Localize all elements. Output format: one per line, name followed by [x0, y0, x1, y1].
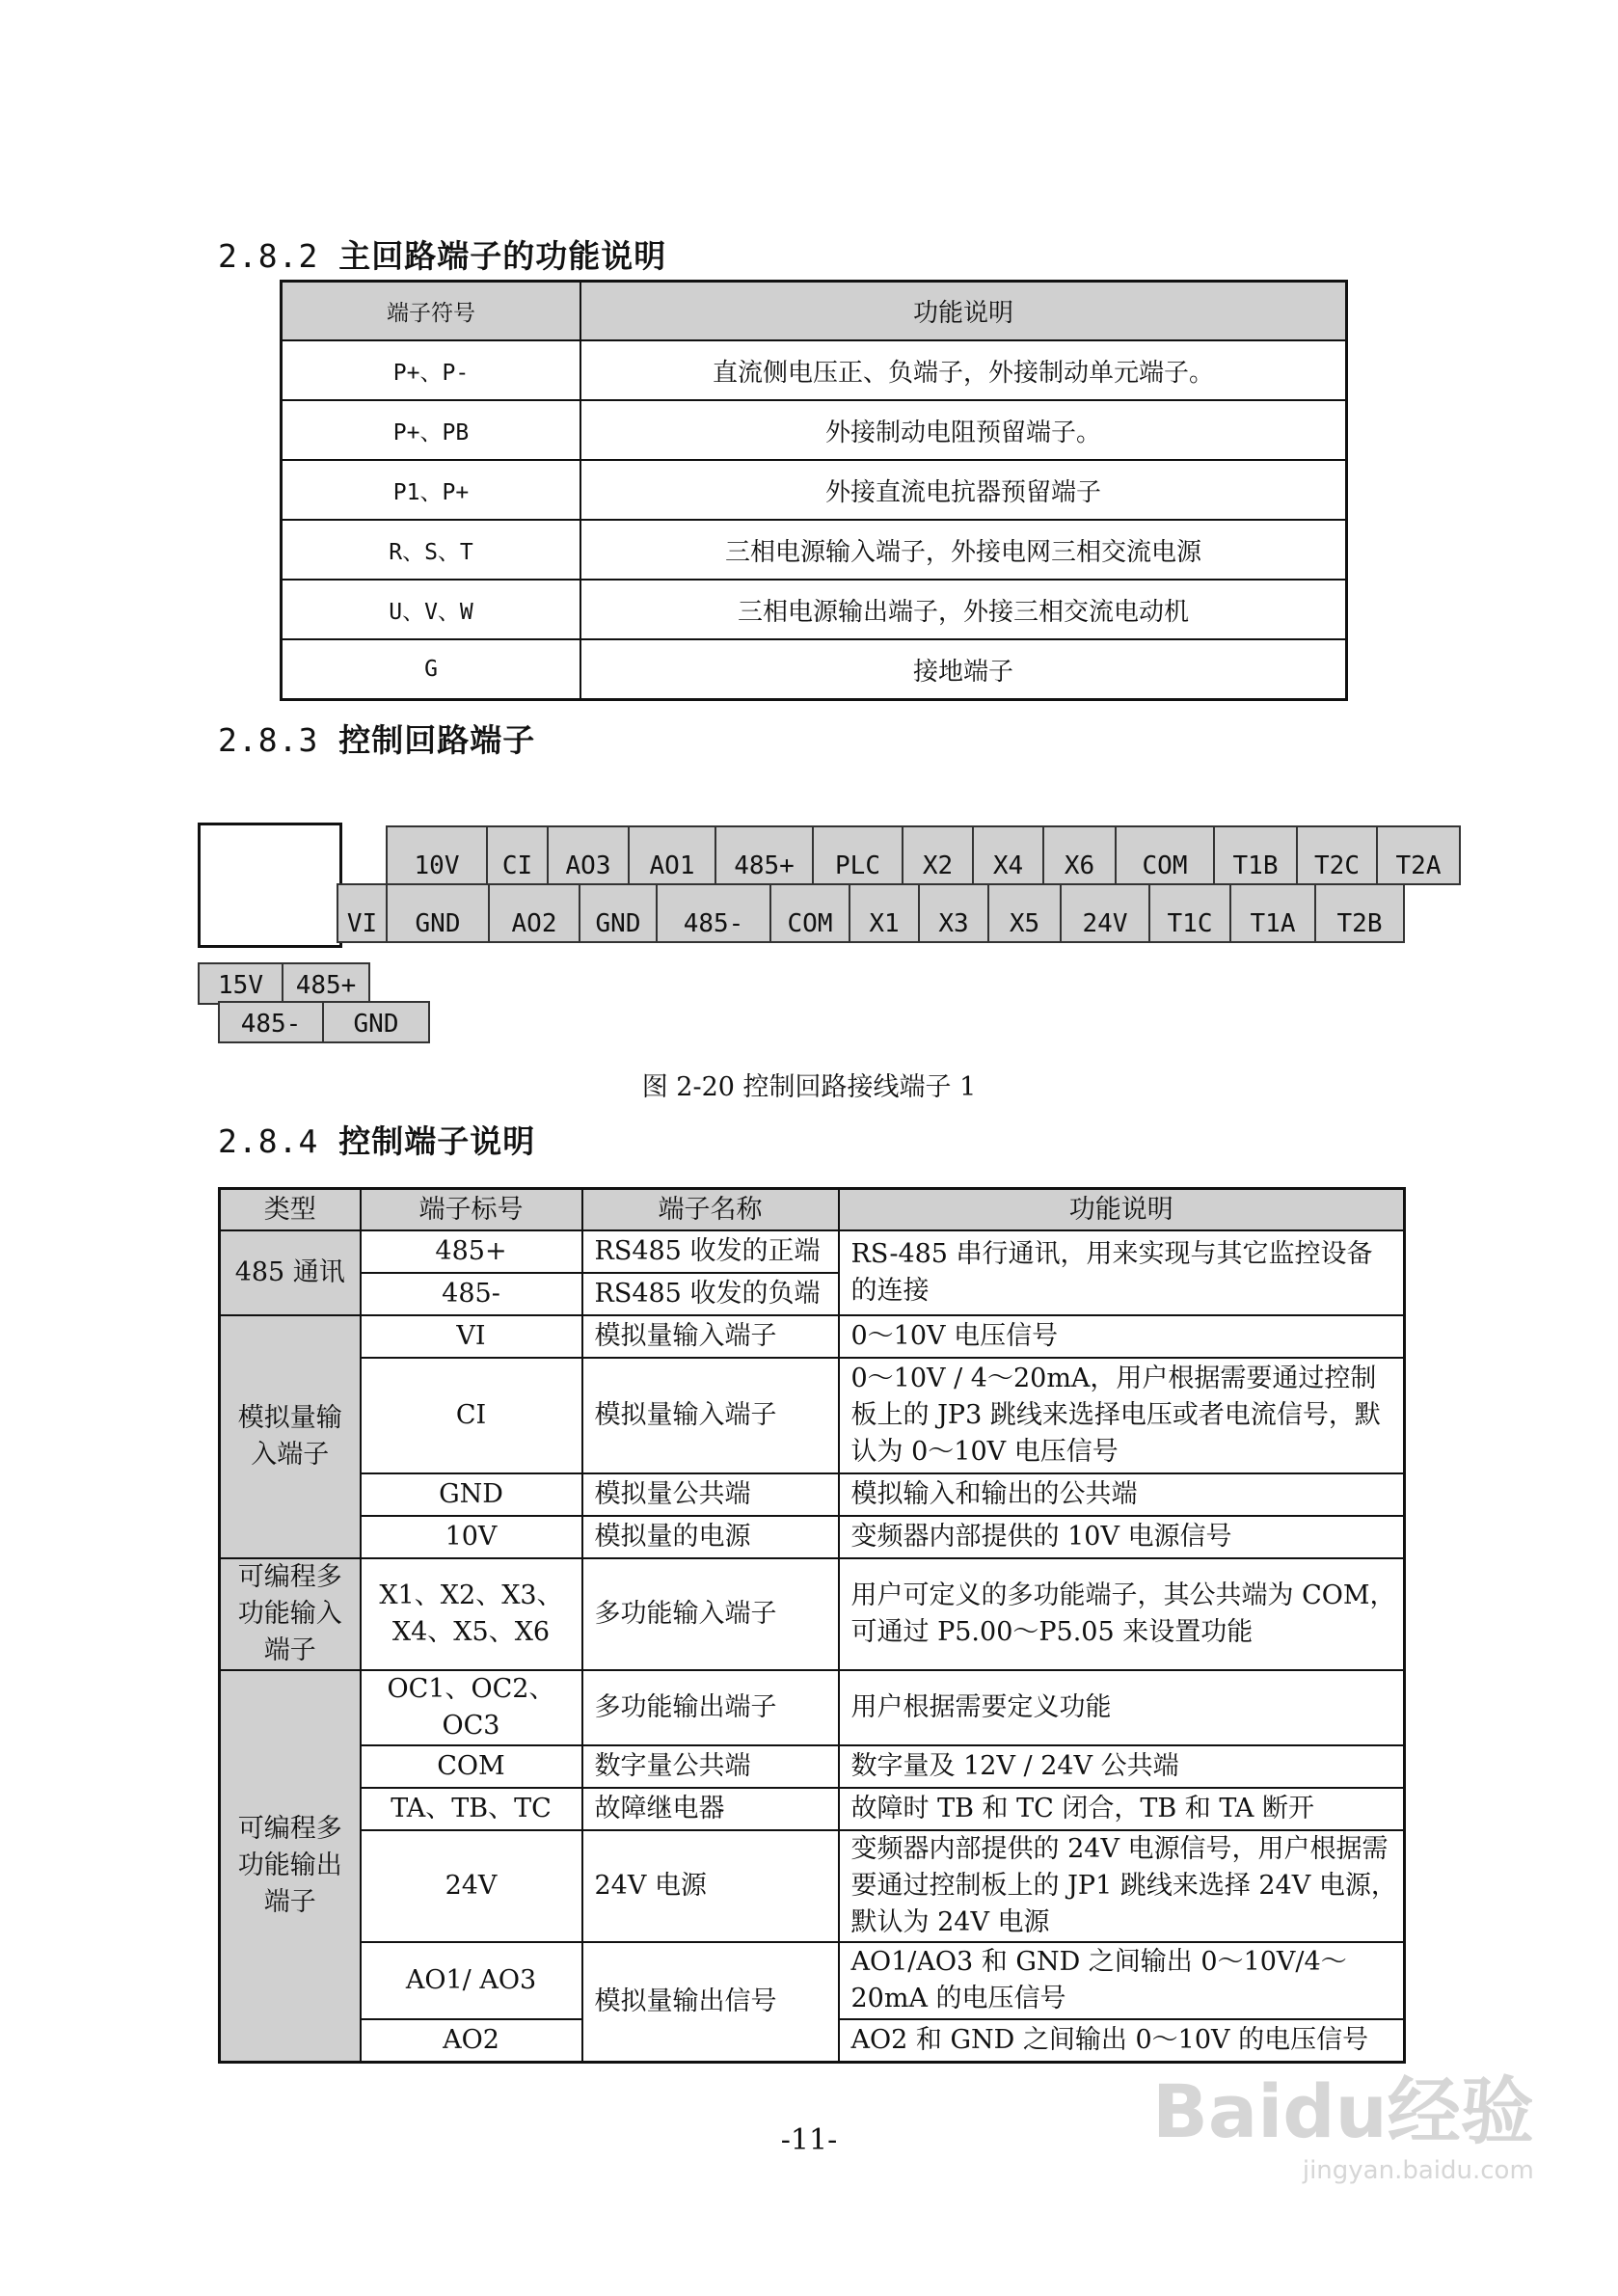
- terminal-id: VI: [361, 1315, 582, 1358]
- terminal-t2c-label: T2C: [1296, 825, 1378, 885]
- terminal-id: 485+: [361, 1230, 582, 1273]
- terminal-symbol: G: [282, 639, 581, 700]
- terminal-function: 三相电源输出端子，外接三相交流电动机: [580, 580, 1347, 639]
- table-row: [220, 1230, 1405, 1273]
- terminal-function: AO1/AO3 和 GND 之间输出 0～10V/4～20mA 的电压信号: [839, 1942, 1405, 2019]
- table-header-row: [220, 1189, 1405, 1231]
- terminal-t2b-label: T2B: [1314, 883, 1405, 943]
- terminal-ao2-label: AO2: [488, 883, 580, 943]
- section-heading-282: [218, 231, 666, 277]
- terminal-name: RS485 收发的负端: [582, 1273, 839, 1315]
- terminal-name: 模拟量公共端: [582, 1473, 839, 1516]
- table-row: [220, 1788, 1405, 1830]
- terminal-id: CI: [361, 1358, 582, 1473]
- terminal-function: 外接直流电抗器预留端子: [580, 460, 1347, 520]
- header-terminal-name: 端子名称: [582, 1189, 839, 1231]
- table-row: [220, 1670, 1405, 1745]
- table-row: [282, 400, 1347, 460]
- table-row: [220, 1942, 1405, 2019]
- terminal-gnd-label: GND: [386, 883, 490, 943]
- terminal-485-label: 485-: [656, 883, 771, 943]
- type-programmable-output: 可编程多功能输出端子: [220, 1670, 361, 2063]
- header-terminal-id: 端子标号: [361, 1189, 582, 1231]
- type-programmable-input: 可编程多功能输入端子: [220, 1558, 361, 1670]
- table-row: [220, 1830, 1405, 1942]
- terminal-485-label: 485+: [282, 962, 370, 1005]
- terminal-485-label: 485+: [715, 825, 814, 885]
- table-row: [282, 520, 1347, 580]
- terminal-function: 用户根据需要定义功能: [839, 1670, 1405, 1745]
- terminal-485-label: 485-: [218, 1001, 324, 1043]
- terminal-x4-label: X4: [972, 825, 1044, 885]
- terminal-function: RS-485 串行通讯，用来实现与其它监控设备的连接: [839, 1230, 1405, 1315]
- table-row: [220, 1473, 1405, 1516]
- terminal-gnd-label: GND: [579, 883, 658, 943]
- section-title: 控制回路端子: [338, 721, 536, 759]
- terminal-vi-label: VI: [337, 883, 388, 943]
- terminal-ao3-label: AO3: [547, 825, 630, 885]
- section-heading-283: [218, 716, 535, 761]
- terminal-x1-label: X1: [849, 883, 920, 943]
- section-title: 控制端子说明: [338, 1122, 536, 1160]
- terminal-function: AO2 和 GND 之间输出 0～10V 的电压信号: [839, 2019, 1405, 2063]
- terminal-symbol: P1、P+: [282, 460, 581, 520]
- terminal-symbol: P+、PB: [282, 400, 581, 460]
- terminal-gnd-label: GND: [322, 1001, 430, 1043]
- terminal-id: AO1/ AO3: [361, 1942, 582, 2019]
- table-row: [220, 1315, 1405, 1358]
- terminal-t2a-label: T2A: [1376, 825, 1461, 885]
- section-number: 2.8.2: [218, 237, 319, 275]
- terminal-id: AO2: [361, 2019, 582, 2063]
- terminal-block-outline: [198, 823, 342, 948]
- header-function: 功能说明: [580, 282, 1347, 341]
- terminal-t1a-label: T1A: [1229, 883, 1316, 943]
- terminal-name: 模拟量输出信号: [582, 1942, 839, 2063]
- figure-caption: 图 2-20 控制回路接线端子 1: [641, 1072, 977, 1102]
- table-row: [220, 1358, 1405, 1473]
- terminal-id: GND: [361, 1473, 582, 1516]
- section-number: 2.8.3: [218, 721, 319, 759]
- terminal-id: X1、X2、X3、X4、X5、X6: [361, 1558, 582, 1670]
- terminal-t1b-label: T1B: [1213, 825, 1298, 885]
- watermark-url: jingyan.baidu.com: [1302, 2156, 1534, 2185]
- terminal-id: OC1、OC2、OC3: [361, 1670, 582, 1745]
- type-analog-input: 模拟量输入端子: [220, 1315, 361, 1558]
- terminal-symbol: U、V、W: [282, 580, 581, 639]
- terminal-name: RS485 收发的正端: [582, 1230, 839, 1273]
- terminal-function: 0～10V / 4～20mA，用户根据需要通过控制板上的 JP3 跳线来选择电压或者电流信号，默认为 0～10V 电压信号: [839, 1358, 1405, 1473]
- header-function: 功能说明: [839, 1189, 1405, 1231]
- terminal-id: 485-: [361, 1273, 582, 1315]
- terminal-10v-label: 10V: [386, 825, 488, 885]
- terminal-com-label: COM: [769, 883, 850, 943]
- terminal-function: 故障时 TB 和 TC 闭合，TB 和 TA 断开: [839, 1788, 1405, 1830]
- terminal-id: COM: [361, 1745, 582, 1788]
- terminal-function: 模拟输入和输出的公共端: [839, 1473, 1405, 1516]
- terminal-symbol: P+、P-: [282, 340, 581, 400]
- control-terminal-table: [218, 1187, 1406, 2064]
- terminal-ao1-label: AO1: [628, 825, 716, 885]
- section-title: 主回路端子的功能说明: [338, 237, 667, 275]
- terminal-function: 数字量及 12V / 24V 公共端: [839, 1745, 1405, 1788]
- section-heading-284: [218, 1117, 535, 1162]
- terminal-name: 模拟量的电源: [582, 1516, 839, 1558]
- terminal-t1c-label: T1C: [1148, 883, 1231, 943]
- terminal-ci-label: CI: [486, 825, 549, 885]
- terminal-x3-label: X3: [918, 883, 989, 943]
- table-row: [220, 1516, 1405, 1558]
- terminal-function: 变频器内部提供的 10V 电源信号: [839, 1516, 1405, 1558]
- watermark-logo: Baidu经验: [1152, 2068, 1534, 2154]
- terminal-symbol: R、S、T: [282, 520, 581, 580]
- table-row: [282, 340, 1347, 400]
- terminal-com-label: COM: [1115, 825, 1215, 885]
- baidu-watermark: [1152, 2068, 1534, 2185]
- terminal-name: 24V 电源: [582, 1830, 839, 1942]
- terminal-name: 模拟量输入端子: [582, 1358, 839, 1473]
- terminal-name: 数字量公共端: [582, 1745, 839, 1788]
- header-terminal-symbol: 端子符号: [282, 282, 581, 341]
- terminal-name: 多功能输出端子: [582, 1670, 839, 1745]
- table-row: [282, 460, 1347, 520]
- terminal-function: 直流侧电压正、负端子，外接制动单元端子。: [580, 340, 1347, 400]
- terminal-x5-label: X5: [987, 883, 1062, 943]
- table-row: [220, 1558, 1405, 1670]
- table-row: [282, 580, 1347, 639]
- type-485-comm: 485 通讯: [220, 1230, 361, 1315]
- terminal-function: 三相电源输入端子，外接电网三相交流电源: [580, 520, 1347, 580]
- terminal-x2-label: X2: [902, 825, 974, 885]
- page-number: -11-: [780, 2123, 838, 2157]
- terminal-function: 外接制动电阻预留端子。: [580, 400, 1347, 460]
- terminal-15v-label: 15V: [198, 962, 283, 1005]
- terminal-name: 模拟量输入端子: [582, 1315, 839, 1358]
- terminal-function: 变频器内部提供的 24V 电源信号，用户根据需要通过控制板上的 JP1 跳线来选择 24V 电源，默认为 24V 电源: [839, 1830, 1405, 1942]
- table-header-row: [282, 282, 1347, 341]
- terminal-function: 0～10V 电压信号: [839, 1315, 1405, 1358]
- terminal-24v-label: 24V: [1060, 883, 1150, 943]
- terminal-id: 24V: [361, 1830, 582, 1942]
- terminal-function: 用户可定义的多功能端子，其公共端为 COM，可通过 P5.00～P5.05 来设置功能: [839, 1558, 1405, 1670]
- terminal-name: 多功能输入端子: [582, 1558, 839, 1670]
- terminal-function: 接地端子: [580, 639, 1347, 700]
- table-row: [282, 639, 1347, 700]
- terminal-name: 故障继电器: [582, 1788, 839, 1830]
- section-number: 2.8.4: [218, 1122, 319, 1160]
- terminal-x6-label: X6: [1042, 825, 1117, 885]
- table-row: [220, 1745, 1405, 1788]
- main-circuit-terminal-table: [280, 280, 1348, 701]
- terminal-plc-label: PLC: [812, 825, 903, 885]
- header-type: 类型: [220, 1189, 361, 1231]
- terminal-id: 10V: [361, 1516, 582, 1558]
- terminal-id: TA、TB、TC: [361, 1788, 582, 1830]
